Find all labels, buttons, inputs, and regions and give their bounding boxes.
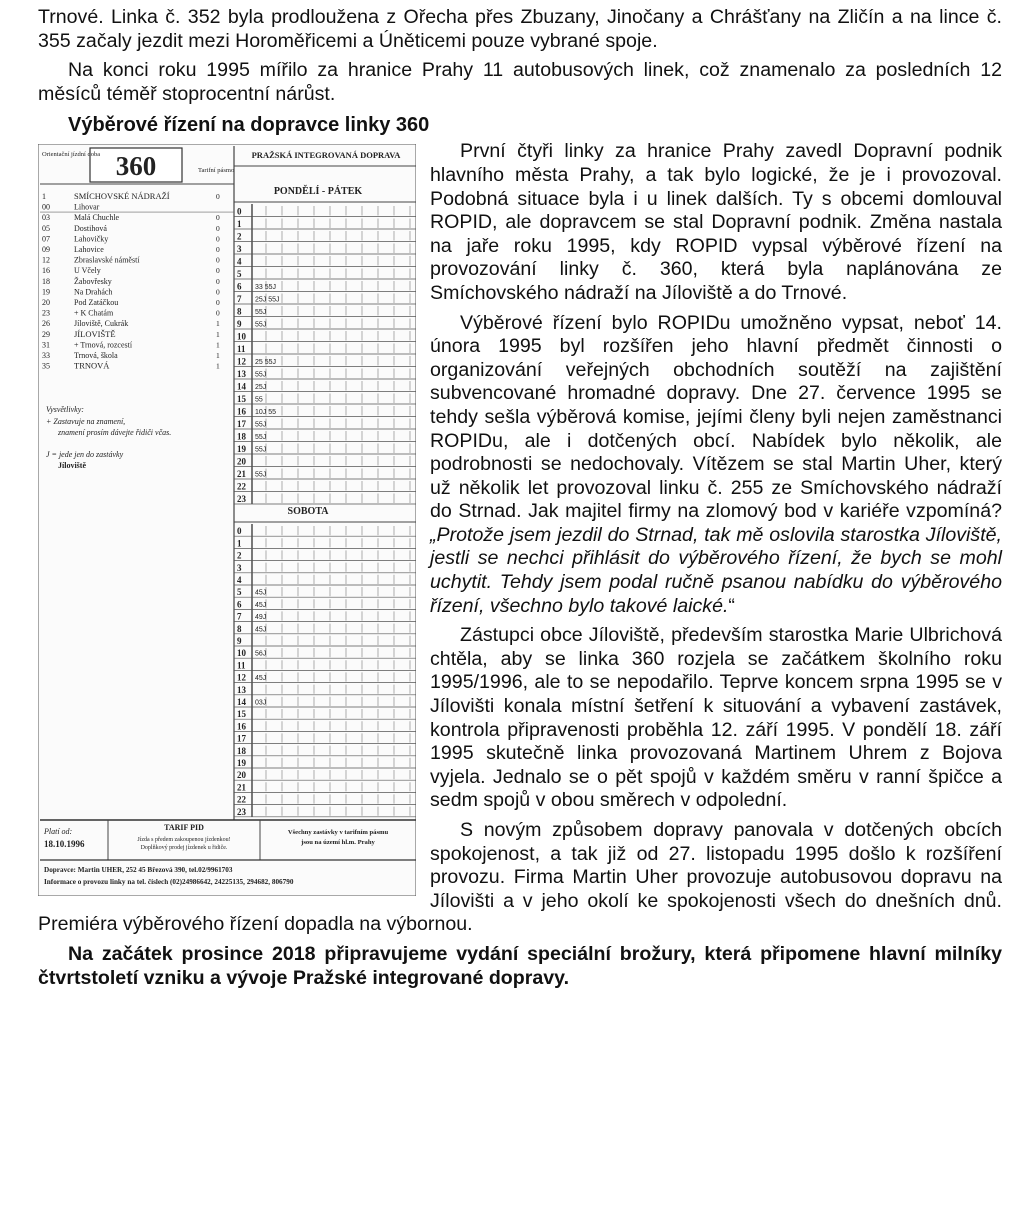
agency-title: PRAŽSKÁ INTEGROVANÁ DOPRAVA — [251, 150, 401, 161]
stop-time: 16 — [42, 266, 50, 276]
hour-label: 1 — [237, 219, 242, 230]
hour-label: 11 — [237, 660, 246, 671]
stop-zone: 0 — [216, 234, 220, 244]
valid-date: 18.10.1996 — [44, 839, 85, 850]
stop-time: 26 — [42, 319, 50, 329]
hour-label: 22 — [237, 794, 246, 805]
stop-name: Pod Zatáčkou — [74, 298, 119, 308]
stop-zone: 0 — [216, 213, 220, 223]
legend-line-3: J = jede jen do zastávky — [46, 450, 124, 460]
hour-label: 4 — [237, 575, 242, 586]
hour-label: 13 — [237, 685, 246, 696]
hour-label: 5 — [237, 269, 242, 280]
stop-time: 1 — [42, 192, 46, 202]
stop-time: 07 — [42, 234, 50, 244]
hour-label: 6 — [237, 599, 242, 610]
stop-name: U Včely — [74, 266, 101, 276]
legend-title: Vysvětlivky: — [46, 405, 84, 415]
departure-minutes: 03J — [255, 699, 267, 707]
departure-minutes: 49J — [255, 614, 267, 622]
stop-name: Na Drahách — [74, 287, 113, 297]
hour-label: 10 — [237, 648, 246, 659]
legend-line-1: + Zastavuje na znamení, — [46, 417, 126, 427]
stop-zone: 0 — [216, 298, 220, 308]
stop-zone: 0 — [216, 266, 220, 276]
legend-line-4: Jíloviště — [58, 461, 86, 471]
hour-label: 3 — [237, 244, 242, 255]
stop-name: Lihovar — [74, 202, 100, 212]
hour-label: 21 — [237, 782, 246, 793]
stop-name: Lahovice — [74, 245, 104, 255]
timetable-image — [38, 144, 416, 896]
stop-name: Jíloviště, Cukrák — [74, 319, 129, 329]
departure-minutes: 55J — [255, 446, 267, 454]
hour-label: 18 — [237, 431, 246, 442]
stop-name: Dostihová — [74, 224, 107, 234]
stop-time: 18 — [42, 277, 50, 287]
hour-label: 1 — [237, 538, 242, 549]
section-heading: Výběrové řízení na dopravce linky 360 — [68, 114, 430, 137]
hour-label: 12 — [237, 672, 246, 683]
hour-label: 6 — [237, 281, 242, 292]
hour-label: 10 — [237, 331, 246, 342]
stop-zone: 1 — [216, 330, 220, 340]
hour-label: 17 — [237, 733, 246, 744]
stop-time: 00 — [42, 202, 50, 212]
stop-zone: 0 — [216, 308, 220, 318]
hour-label: 16 — [237, 721, 246, 732]
hour-label: 9 — [237, 319, 242, 330]
departure-minutes: 45J — [255, 590, 267, 598]
departure-minutes: 55J — [255, 321, 267, 329]
weekday-header: PONDĚLÍ - PÁTEK — [273, 186, 363, 198]
hour-label: 22 — [237, 481, 246, 492]
hour-label: 12 — [237, 356, 246, 367]
stop-zone: 1 — [216, 319, 220, 329]
stop-zone: 0 — [216, 255, 220, 265]
hour-label: 23 — [237, 807, 246, 818]
stop-time: 03 — [42, 213, 50, 223]
hour-label: 7 — [237, 611, 242, 622]
hour-label: 0 — [237, 526, 242, 537]
hour-label: 11 — [237, 344, 246, 355]
uher-quote: „Protože jsem jezdil do Strnad, tak mě oslovila starostka Jíloviště, jestli se nechci přihlásit do výběrového řízení, že bych se mohl uchytit. Tehdy jsem podal ručně psanou nabídku do výběrového řízení, všechno bylo takové laické. — [430, 523, 1002, 617]
departure-minutes: 25J 55J — [255, 296, 280, 304]
hour-label: 0 — [237, 206, 242, 217]
valid-label: Platí od: — [44, 827, 73, 837]
stop-time: 12 — [42, 255, 50, 265]
tariff-text-1: Jízda s předem zakoupenou jízdenkou! — [137, 837, 231, 844]
quote-close: “ — [728, 594, 735, 617]
departure-minutes: 45J — [255, 602, 267, 610]
body-paragraph-2-text: Výběrové řízení bylo ROPIDu umožněno vypsat, neboť 14. února 1995 byl rozšířen jeho hlavní předmět činnosti o organizování veřejných obchodních soutěží na zajištění subvencované hromadné dopravy. Dne 27. července 1995 se tehdy sešla výběrová komise, jejími členy byli nejen zaměstnanci ROPIDu, ale i dotčených obcí. Nabídek bylo několik, ale podrobnosti se nedochovaly. Vítězem se stal Martin Uher, který už několik let provozoval linku č. 255 ze Smíchovského nádraží do Strnad. Jak majitel firmy na zlomový bod v kariéře vzpomíná? — [430, 311, 1002, 523]
hour-label: 15 — [237, 709, 246, 720]
tariff-title: TARIF PID — [164, 823, 204, 833]
body-paragraph-3: Zástupci obce Jíloviště, především starostka Marie Ulbrichová chtěla, aby se linka 360 rozjela se začátkem školního roku 1995/1996, ale to se nepodařilo. Teprve koncem srpna 1995 se v Jílovišti konala místní šetření k situování a vybavení zastávek, kontrola připravenosti proběhla 12. září 1995. V pondělí 18. září 1995 skutečně linka provozovaná Martinem Uhrem z Bojova vyjela. Jednalo se o pět spojů v každém směru v ranní špičce a sedm spojů v obou směrech v odpolední. — [430, 624, 1002, 812]
hour-label: 17 — [237, 419, 246, 430]
stop-zone: 1 — [216, 361, 220, 371]
stop-zone: 0 — [216, 224, 220, 234]
departure-minutes: 55J — [255, 421, 267, 429]
line-number: 360 — [115, 151, 157, 182]
stop-name: Žabovřesky — [74, 277, 112, 287]
hour-label: 2 — [237, 231, 242, 242]
departure-minutes: 55J — [255, 434, 267, 442]
stop-name: TRNOVÁ — [74, 360, 110, 371]
body-paragraph-4: S novým způsobem dopravy panovala v dotčených obcích spokojenost, a tak již od 27. listopadu 1995 došlo k rozšíření provozu. Firma Martin Uher provozuje autobusovou dopravu na Jílovišti a v jeho okolí ke spokojenosti všech do dnešních dnů. Premiéra výběrového řízení dopadla na výbornou. — [38, 819, 1002, 936]
hour-label: 4 — [237, 256, 242, 267]
legend-line-2: znamení prosím dávejte řidiči včas. — [58, 428, 172, 438]
stop-time: 09 — [42, 245, 50, 255]
departure-minutes: 56J — [255, 651, 267, 659]
hour-label: 13 — [237, 369, 246, 380]
zone-note-2: jsou na území hl.m. Prahy — [301, 839, 375, 847]
operator-line: Dopravce: Martin UHER, 252 45 Březová 390, tel.02/9961703 — [44, 866, 233, 875]
stop-name: Trnová, škola — [74, 351, 118, 361]
departure-minutes: 45J — [255, 626, 267, 634]
stop-name: Malá Chuchle — [74, 213, 120, 223]
stop-time: 35 — [42, 361, 50, 371]
stop-time: 29 — [42, 330, 50, 340]
hour-label: 21 — [237, 469, 246, 480]
hour-label: 19 — [237, 758, 246, 769]
left-header: Orientační jízdní doba — [42, 151, 101, 159]
hour-label: 7 — [237, 294, 242, 305]
zone-header: Tarifní pásmo — [198, 167, 235, 175]
hour-label: 9 — [237, 636, 242, 647]
stop-time: 31 — [42, 340, 50, 350]
departure-minutes: 55J — [255, 371, 267, 379]
stop-zone: 0 — [216, 277, 220, 287]
stop-zone: 1 — [216, 340, 220, 350]
hour-label: 14 — [237, 697, 246, 708]
stop-zone: 0 — [216, 245, 220, 255]
stop-name: + K Chatám — [74, 308, 114, 318]
hour-label: 20 — [237, 456, 246, 467]
stop-name: Zbraslavské náměstí — [74, 255, 140, 265]
departure-minutes: 55J — [255, 471, 267, 479]
hour-label: 8 — [237, 624, 242, 635]
departure-minutes: 55J — [255, 309, 267, 317]
stop-name: SMÍCHOVSKÉ NÁDRAŽÍ — [74, 191, 170, 202]
zone-note-1: Všechny zastávky v tarifním pásmu — [287, 829, 389, 837]
saturday-header: SOBOTA — [287, 506, 329, 518]
stop-time: 20 — [42, 298, 50, 308]
hour-label: 15 — [237, 394, 246, 405]
hour-label: 23 — [237, 494, 246, 505]
hour-label: 16 — [237, 406, 246, 417]
announcement: Na začátek prosince 2018 připravujeme vydání speciální brožury, která připomene hlavní milníky čtvrtstoletí vzniku a vývoje Pražské integrované dopravy. — [38, 942, 1002, 989]
hour-label: 3 — [237, 563, 242, 574]
body-paragraph-1: První čtyři linky za hranice Prahy zavedl Dopravní podnik hlavního města Prahy, a tak bylo logické, že je i provozoval. Podobná situace byla i u linek dalších. Ty s obcemi domlouval ROPID, ale dopravcem se stal Dopravní podnik. Změna nastala na jaře roku 1995, kdy ROPID vypsal výběrové řízení na provozování linky č. 360, která byla naplánována ze Smíchovského nádraží na Jíloviště a do Trnové. — [430, 140, 1002, 304]
info-line: Informace o provozu linky na tel. číslech (02)24986642, 24225135, 294682, 806790 — [44, 878, 294, 887]
article — [38, 6, 1002, 990]
departure-minutes: 45J — [255, 675, 267, 683]
departure-minutes: 33 55J — [255, 284, 277, 292]
hour-label: 8 — [237, 306, 242, 317]
stop-name: Lahovičky — [74, 234, 109, 244]
hour-label: 2 — [237, 550, 242, 561]
departure-minutes: 55 — [255, 396, 263, 404]
timetable-drawing — [38, 144, 416, 896]
stop-zone: 0 — [216, 192, 220, 202]
hour-label: 5 — [237, 587, 242, 598]
stop-name: JÍLOVIŠTĚ — [74, 329, 116, 340]
stop-time: 05 — [42, 224, 50, 234]
stop-zone: 1 — [216, 351, 220, 361]
departure-minutes: 25 55J — [255, 359, 277, 367]
departure-minutes: 25J — [255, 384, 267, 392]
intro-paragraph-1: Trnové. Linka č. 352 byla prodloužena z Ořecha přes Zbuzany, Jinočany a Chrášťany na Zličín a na lince č. 355 začaly jezdit mezi Horoměřicemi a Úněticemi pouze vybrané spoje. — [38, 6, 1002, 52]
hour-label: 14 — [237, 381, 246, 392]
departure-minutes: 10J 55 — [255, 409, 277, 417]
tariff-text-2: Doplňkový prodej jízdenek u řidiče. — [140, 845, 228, 852]
stop-time: 23 — [42, 308, 50, 318]
stop-zone: 0 — [216, 287, 220, 297]
hour-label: 19 — [237, 444, 246, 455]
hour-label: 20 — [237, 770, 246, 781]
stop-time: 19 — [42, 287, 50, 297]
stop-name: + Trnová, rozcestí — [74, 340, 133, 350]
hour-label: 18 — [237, 746, 246, 757]
intro-paragraph-2: Na konci roku 1995 mířilo za hranice Prahy 11 autobusových linek, což znamenalo za posledních 12 měsíců téměř stoprocentní nárůst. — [38, 59, 1002, 105]
stop-time: 33 — [42, 351, 50, 361]
